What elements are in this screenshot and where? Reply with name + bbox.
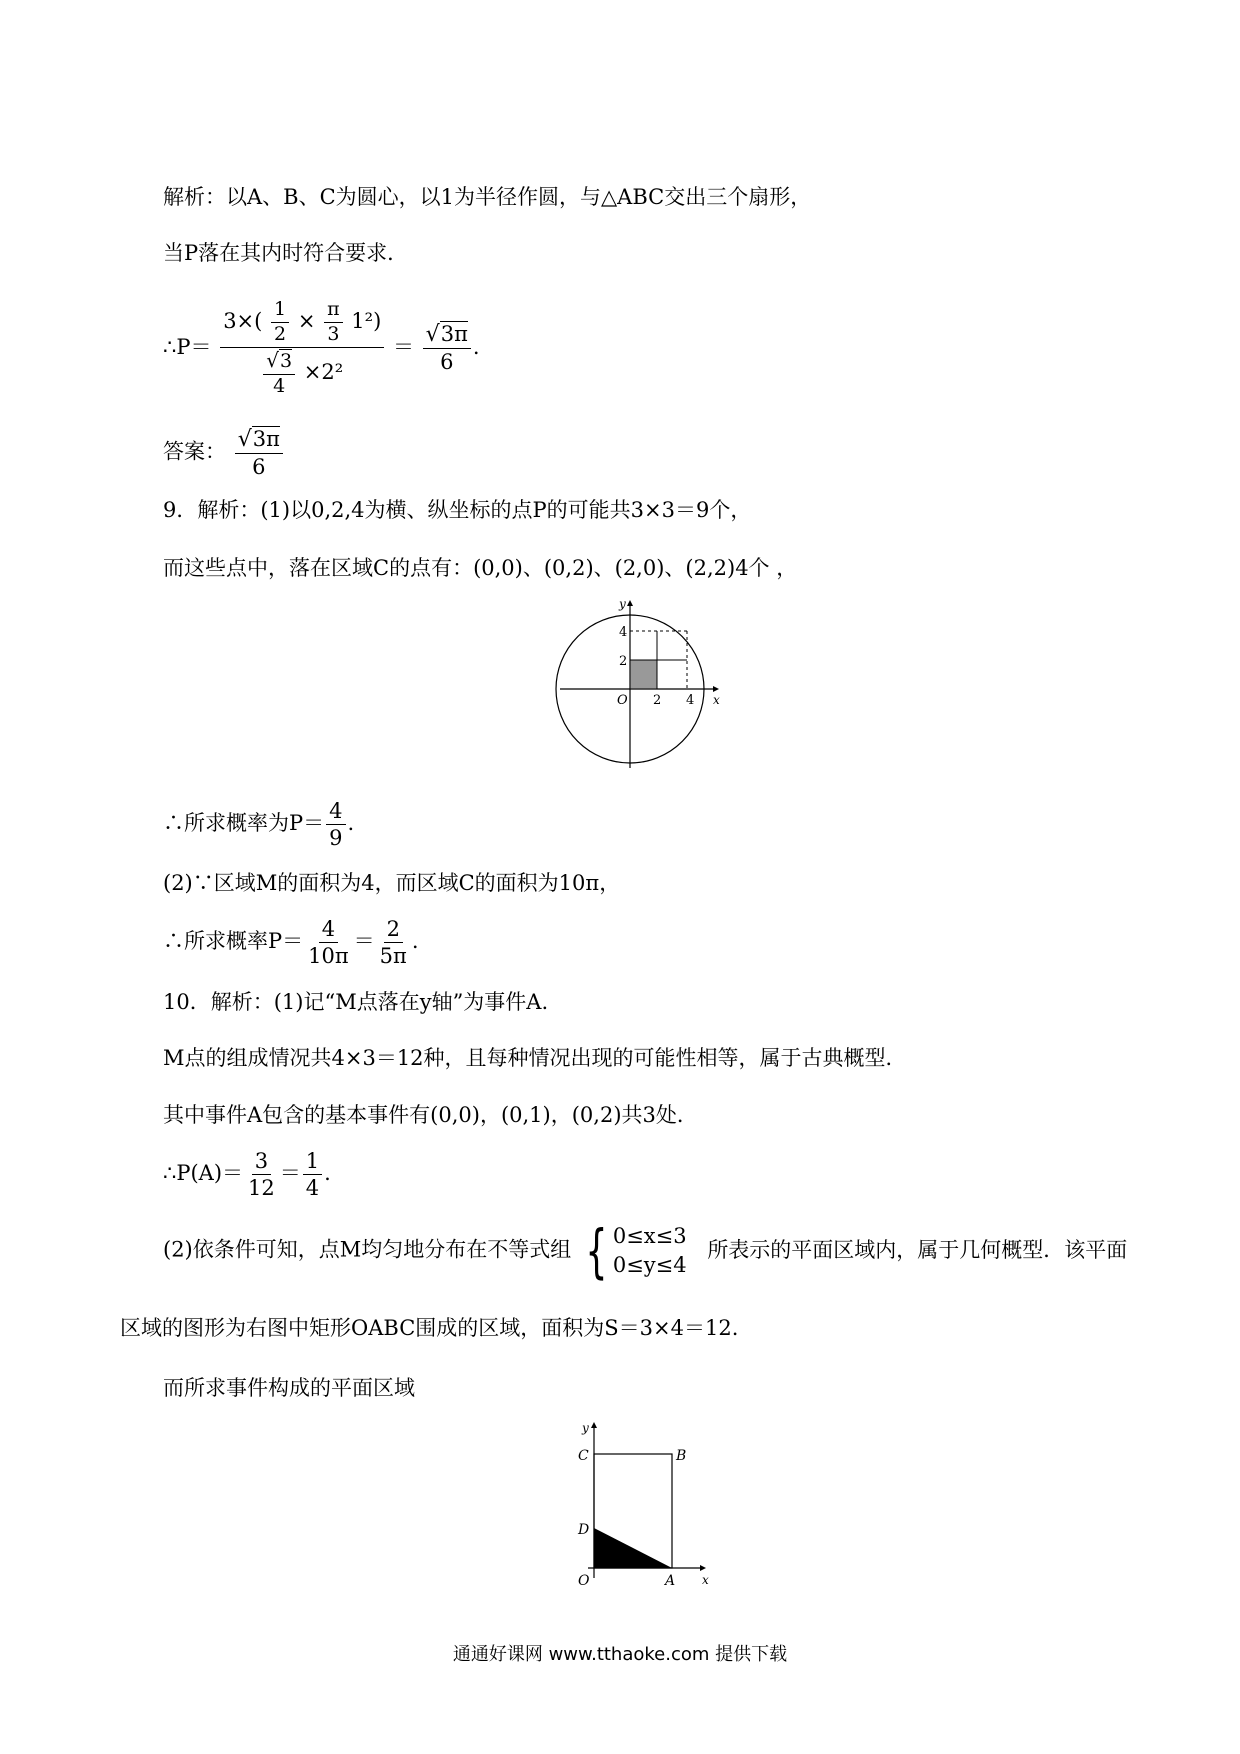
line-solution-10: 10．解析：(1)记“M点落在y轴”为事件A.	[163, 990, 549, 1014]
main-numerator	[220, 300, 384, 348]
formula-equals: ＝	[392, 334, 414, 359]
half-num: 1	[271, 300, 289, 323]
formula-probability-4-9	[163, 800, 354, 849]
answer-line	[163, 428, 285, 478]
inequality-system	[578, 1217, 687, 1285]
line-condition: 当P落在其内时符合要求．	[163, 241, 409, 265]
region-m-square	[630, 660, 657, 689]
p1-num: 4	[326, 800, 345, 825]
fig2-y-label: y	[582, 1421, 589, 1435]
p2-den: 10π	[308, 944, 349, 969]
line-points-in-c: 而这些点中，落在区域C的点有：(0,0)、(0,2)、(2,0)、(2,2)4个 ，	[163, 556, 798, 580]
line-solution-8: 解析：以A、B、C为圆心，以1为半径作圆，与△ABC交出三个扇形，	[163, 185, 812, 209]
left-brace: {	[585, 1217, 608, 1285]
p3-fraction-b	[303, 1150, 322, 1199]
main-denominator	[258, 348, 346, 397]
fig1-x-tick-4: 4	[686, 693, 695, 708]
inequality-x: 0≤x≤3	[612, 1224, 687, 1248]
point-a-label: A	[665, 1573, 676, 1589]
fig1-origin: O	[617, 693, 628, 708]
fig1-y-tick-2: 2	[619, 654, 628, 669]
num-tail: 1²)	[351, 308, 382, 333]
answer-radicand: 3π	[252, 427, 280, 451]
main-fraction	[220, 300, 384, 397]
p3-num: 3	[252, 1150, 271, 1175]
answer-fraction	[235, 428, 283, 478]
result-den: 6	[440, 350, 454, 375]
pi-third-fraction	[324, 300, 343, 345]
sqrt3-den: 4	[273, 374, 286, 397]
ineq-prefix-text: (2)依条件可知，点M均匀地分布在不等式组	[163, 1237, 572, 1262]
point-o-label: O	[578, 1573, 590, 1589]
p1-fraction	[326, 800, 345, 849]
p1-prefix: ∴所求概率为P＝	[163, 811, 325, 836]
p2-end: .	[411, 929, 419, 954]
fig2-x-label: x	[702, 1573, 709, 1587]
formula-probability-1	[163, 300, 480, 397]
y-axis-arrow	[627, 600, 633, 606]
pi-den: 3	[327, 322, 340, 345]
p3-prefix: ∴P(A)＝	[163, 1161, 244, 1186]
result-radicand: 3π	[440, 322, 468, 347]
fig1-y-tick-4: 4	[619, 625, 628, 640]
line-basic-events: 其中事件A包含的基本事件有(0,0)，(0,1)，(0,2)共3处．	[163, 1103, 698, 1127]
p2-equals: ＝	[353, 929, 375, 954]
line-rectangle-area: 区域的图形为右图中矩形OABC围成的区域，面积为S＝3×4＝12.	[120, 1316, 739, 1340]
p2-num: 4	[319, 918, 338, 943]
sqrt3-radicand: 3	[280, 349, 293, 372]
p2-den2: 5π	[379, 944, 407, 969]
p3-equals: ＝	[279, 1161, 301, 1186]
p3-fraction-a	[245, 1150, 278, 1199]
fig1-x-label: x	[713, 693, 720, 707]
fig2-y-arrow	[591, 1422, 597, 1428]
fig1-y-label: y	[619, 598, 626, 611]
fig1-x-tick-2: 2	[653, 693, 662, 708]
p1-den: 9	[329, 826, 343, 851]
figure-circle-grid	[555, 598, 735, 768]
ineq-suffix-text: 所表示的平面区域内，属于几何概型．该平面	[707, 1237, 1128, 1262]
inequality-rows	[613, 1226, 687, 1276]
line-inequality-system	[163, 1217, 1128, 1285]
sqrt3-num: √3	[263, 350, 295, 375]
answer-num: √3π	[235, 428, 283, 454]
answer-label: 答案：	[163, 439, 226, 464]
result-num: √3π	[423, 323, 471, 349]
half-fraction	[271, 300, 289, 345]
figure-rectangle-oabc	[570, 1418, 720, 1590]
line-event-region: 而所求事件构成的平面区域	[163, 1376, 415, 1400]
num-part-a: 3×(	[223, 308, 263, 333]
page-footer: 通通好课网 www.tthaoke.com 提供下载	[452, 1644, 788, 1665]
p3-end: .	[324, 1161, 331, 1186]
inequality-y: 0≤y≤4	[612, 1253, 687, 1277]
formula-prefix: ∴P＝	[163, 334, 212, 359]
p3-den2: 4	[305, 1176, 320, 1201]
point-c-label: C	[578, 1448, 589, 1464]
half-den: 2	[274, 322, 287, 345]
point-b-label: B	[676, 1448, 687, 1464]
formula-end: .	[472, 334, 480, 359]
formula-probability-2-5pi	[163, 918, 419, 967]
fig2-x-arrow	[700, 1565, 706, 1571]
p1-end: .	[347, 811, 355, 836]
triangle-oda	[594, 1528, 672, 1568]
line-area-comparison: (2)∵区域M的面积为4，而区域C的面积为10π，	[163, 871, 621, 895]
formula-probability-pa	[163, 1150, 331, 1199]
line-classical-model: M点的组成情况共4×3＝12种，且每种情况出现的可能性相等，属于古典概型．	[163, 1046, 907, 1070]
p2-num2: 2	[384, 918, 403, 943]
p2-fraction-a	[305, 918, 352, 967]
p2-fraction-b	[377, 918, 410, 967]
p2-prefix: ∴所求概率P＝	[163, 929, 304, 954]
point-d-label: D	[578, 1522, 590, 1538]
answer-den: 6	[252, 455, 266, 480]
p3-num2: 1	[303, 1150, 322, 1175]
p3-den: 12	[248, 1176, 275, 1201]
num-times: ×	[297, 308, 316, 333]
result-fraction	[423, 323, 471, 373]
den-tail: ×2²	[303, 359, 344, 384]
line-solution-9: 9．解析：(1)以0,2,4为横、纵坐标的点P的可能共3×3＝9个，	[163, 498, 752, 522]
sqrt3-over-4	[263, 347, 295, 397]
x-axis-arrow	[713, 686, 719, 692]
pi-num: π	[324, 300, 343, 323]
